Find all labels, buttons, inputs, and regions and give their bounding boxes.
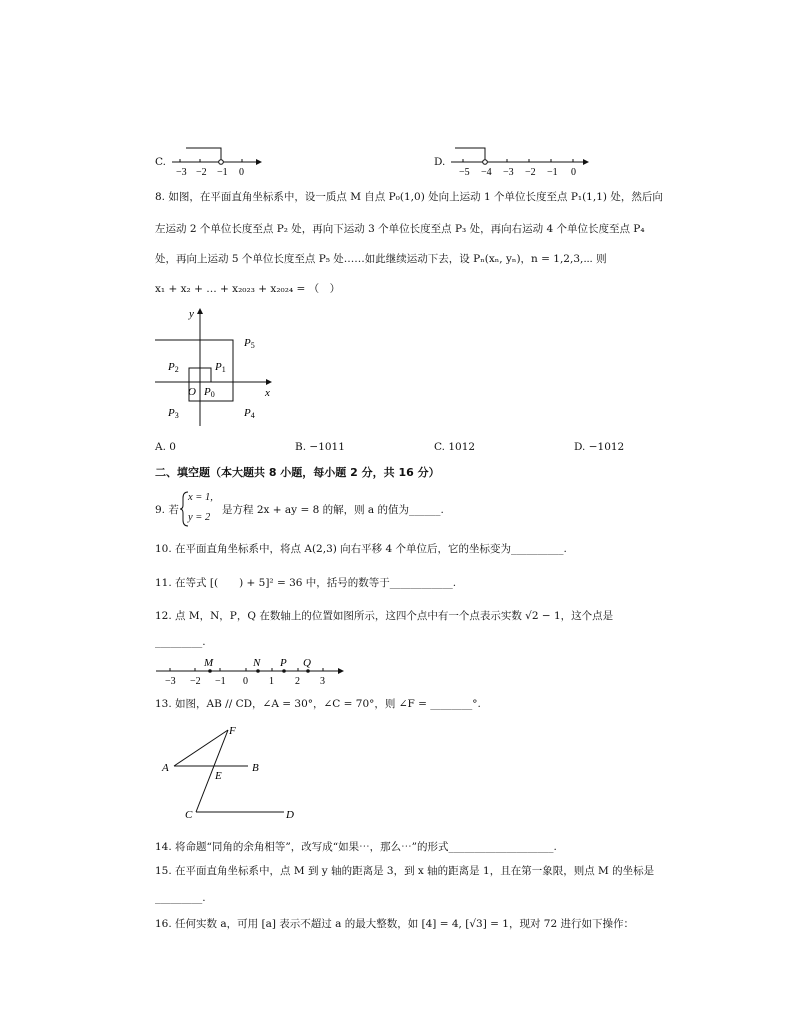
c-tick-label: −2 [196,167,207,178]
q12-tick-label: 0 [243,676,248,687]
p4-label: P4 [244,407,255,420]
d-tick-label: −4 [481,167,492,178]
p1-label: P1 [215,361,226,374]
d-tick-label: −3 [503,167,514,178]
point-q-label: Q [303,657,311,669]
option-d-number-line [447,140,597,180]
q8-line-4: x₁ + x₂ + … + x₂₀₂₃ + x₂₀₂₄ = （ ） [155,283,341,295]
option-c-number-line [168,140,268,180]
q14-text: 14. 将命题“同角的余角相等”，改写成“如果⋯，那么⋯”的形式____________________. [155,841,557,853]
d-tick-label: 0 [571,167,576,178]
point-p-label: P [280,657,287,669]
p3-label: P3 [168,407,179,420]
q16-text: 16. 任何实数 a，可用 [a] 表示不超过 a 的最大整数，如 [4] = 4, [√3] = 1，现对 72 进行如下操作： [155,918,634,930]
q8-option-b: B. −1011 [295,441,345,453]
q8-line-3: 处，再向上运动 5 个单位长度至点 P₅ 处……如此继续运动下去，设 Pₙ(xₙ, yₙ)，n = 1,2,3,⋯ 则 [155,253,607,265]
q8-spiral-figure [152,306,282,434]
section-2-title: 二、填空题（本大题共 8 小题，每小题 2 分，共 16 分） [155,466,440,479]
option-c-label: C. [155,156,166,168]
c-tick-label: 0 [239,167,244,178]
label-a: A [162,762,169,774]
q10-text: 10. 在平面直角坐标系中，将点 A(2,3) 向右平移 4 个单位后，它的坐标变为__________. [155,543,567,555]
q15-line-1: 15. 在平面直角坐标系中，点 M 到 y 轴的距离是 3，到 x 轴的距离是 1，且在第一象限，则点 M 的坐标是 [155,865,655,877]
p5-label: P5 [244,337,255,350]
point-m-label: M [204,657,214,669]
d-tick-label: −5 [459,167,470,178]
q13-text: 13. 如图，AB // CD，∠A = 30°，∠C = 70°，则 ∠F = ________°. [155,698,481,710]
label-c: C [185,809,193,821]
origin-label: O [188,386,196,398]
q8-option-a: A. 0 [155,441,176,453]
q15-line-2: _________. [155,892,206,904]
q9-eq-1: x = 1, [188,492,213,503]
option-d-label: D. [434,156,446,168]
q13-figure [158,720,308,824]
q12-tick-label: 1 [269,676,274,687]
q12-tick-label: −1 [215,676,226,687]
c-tick-label: −1 [217,167,228,178]
q8-line-2: 左运动 2 个单位长度至点 P₂ 处，再向下运动 3 个单位长度至点 P₃ 处，再向右运动 4 个单位长度至点 P₄ [155,223,645,235]
label-b: B [252,762,259,774]
p2-label: P2 [168,361,179,374]
y-axis-label: y [189,308,194,320]
q11-text: 11. 在等式 [( ) + 5]² = 36 中，括号的数等于____________. [155,577,457,589]
q9-eq-2: y = 2 [188,512,211,523]
q12-tick-label: −2 [190,676,201,687]
label-e: E [215,770,222,782]
q8-option-c: C. 1012 [434,441,476,453]
q8-line-1: 8. 如图，在平面直角坐标系中，设一质点 M 自点 P₀(1,0) 处向上运动 1 个单位长度至点 P₁(1,1) 处，然后向 [155,191,663,203]
c-tick-label: −3 [176,167,187,178]
q12-number-line [152,654,352,688]
d-tick-label: −2 [525,167,536,178]
q9-suffix: 是方程 2x + ay = 8 的解，则 a 的值为______. [222,504,444,516]
q12-line-2: _________. [155,636,206,648]
label-f: F [229,725,236,737]
q12-tick-label: 3 [320,676,325,687]
x-axis-label: x [265,387,270,399]
label-d: D [286,809,294,821]
q12-tick-label: 2 [295,676,300,687]
p0-label: P0 [204,386,215,399]
q9-prefix: 9. 若 [155,504,179,516]
q8-option-d: D. −1012 [574,441,625,453]
q12-line-1: 12. 点 M，N，P，Q 在数轴上的位置如图所示，这四个点中有一个点表示实数 √2 − 1，这个点是 [155,610,614,622]
point-n-label: N [253,657,261,669]
d-tick-label: −1 [547,167,558,178]
q12-tick-label: −3 [165,676,176,687]
